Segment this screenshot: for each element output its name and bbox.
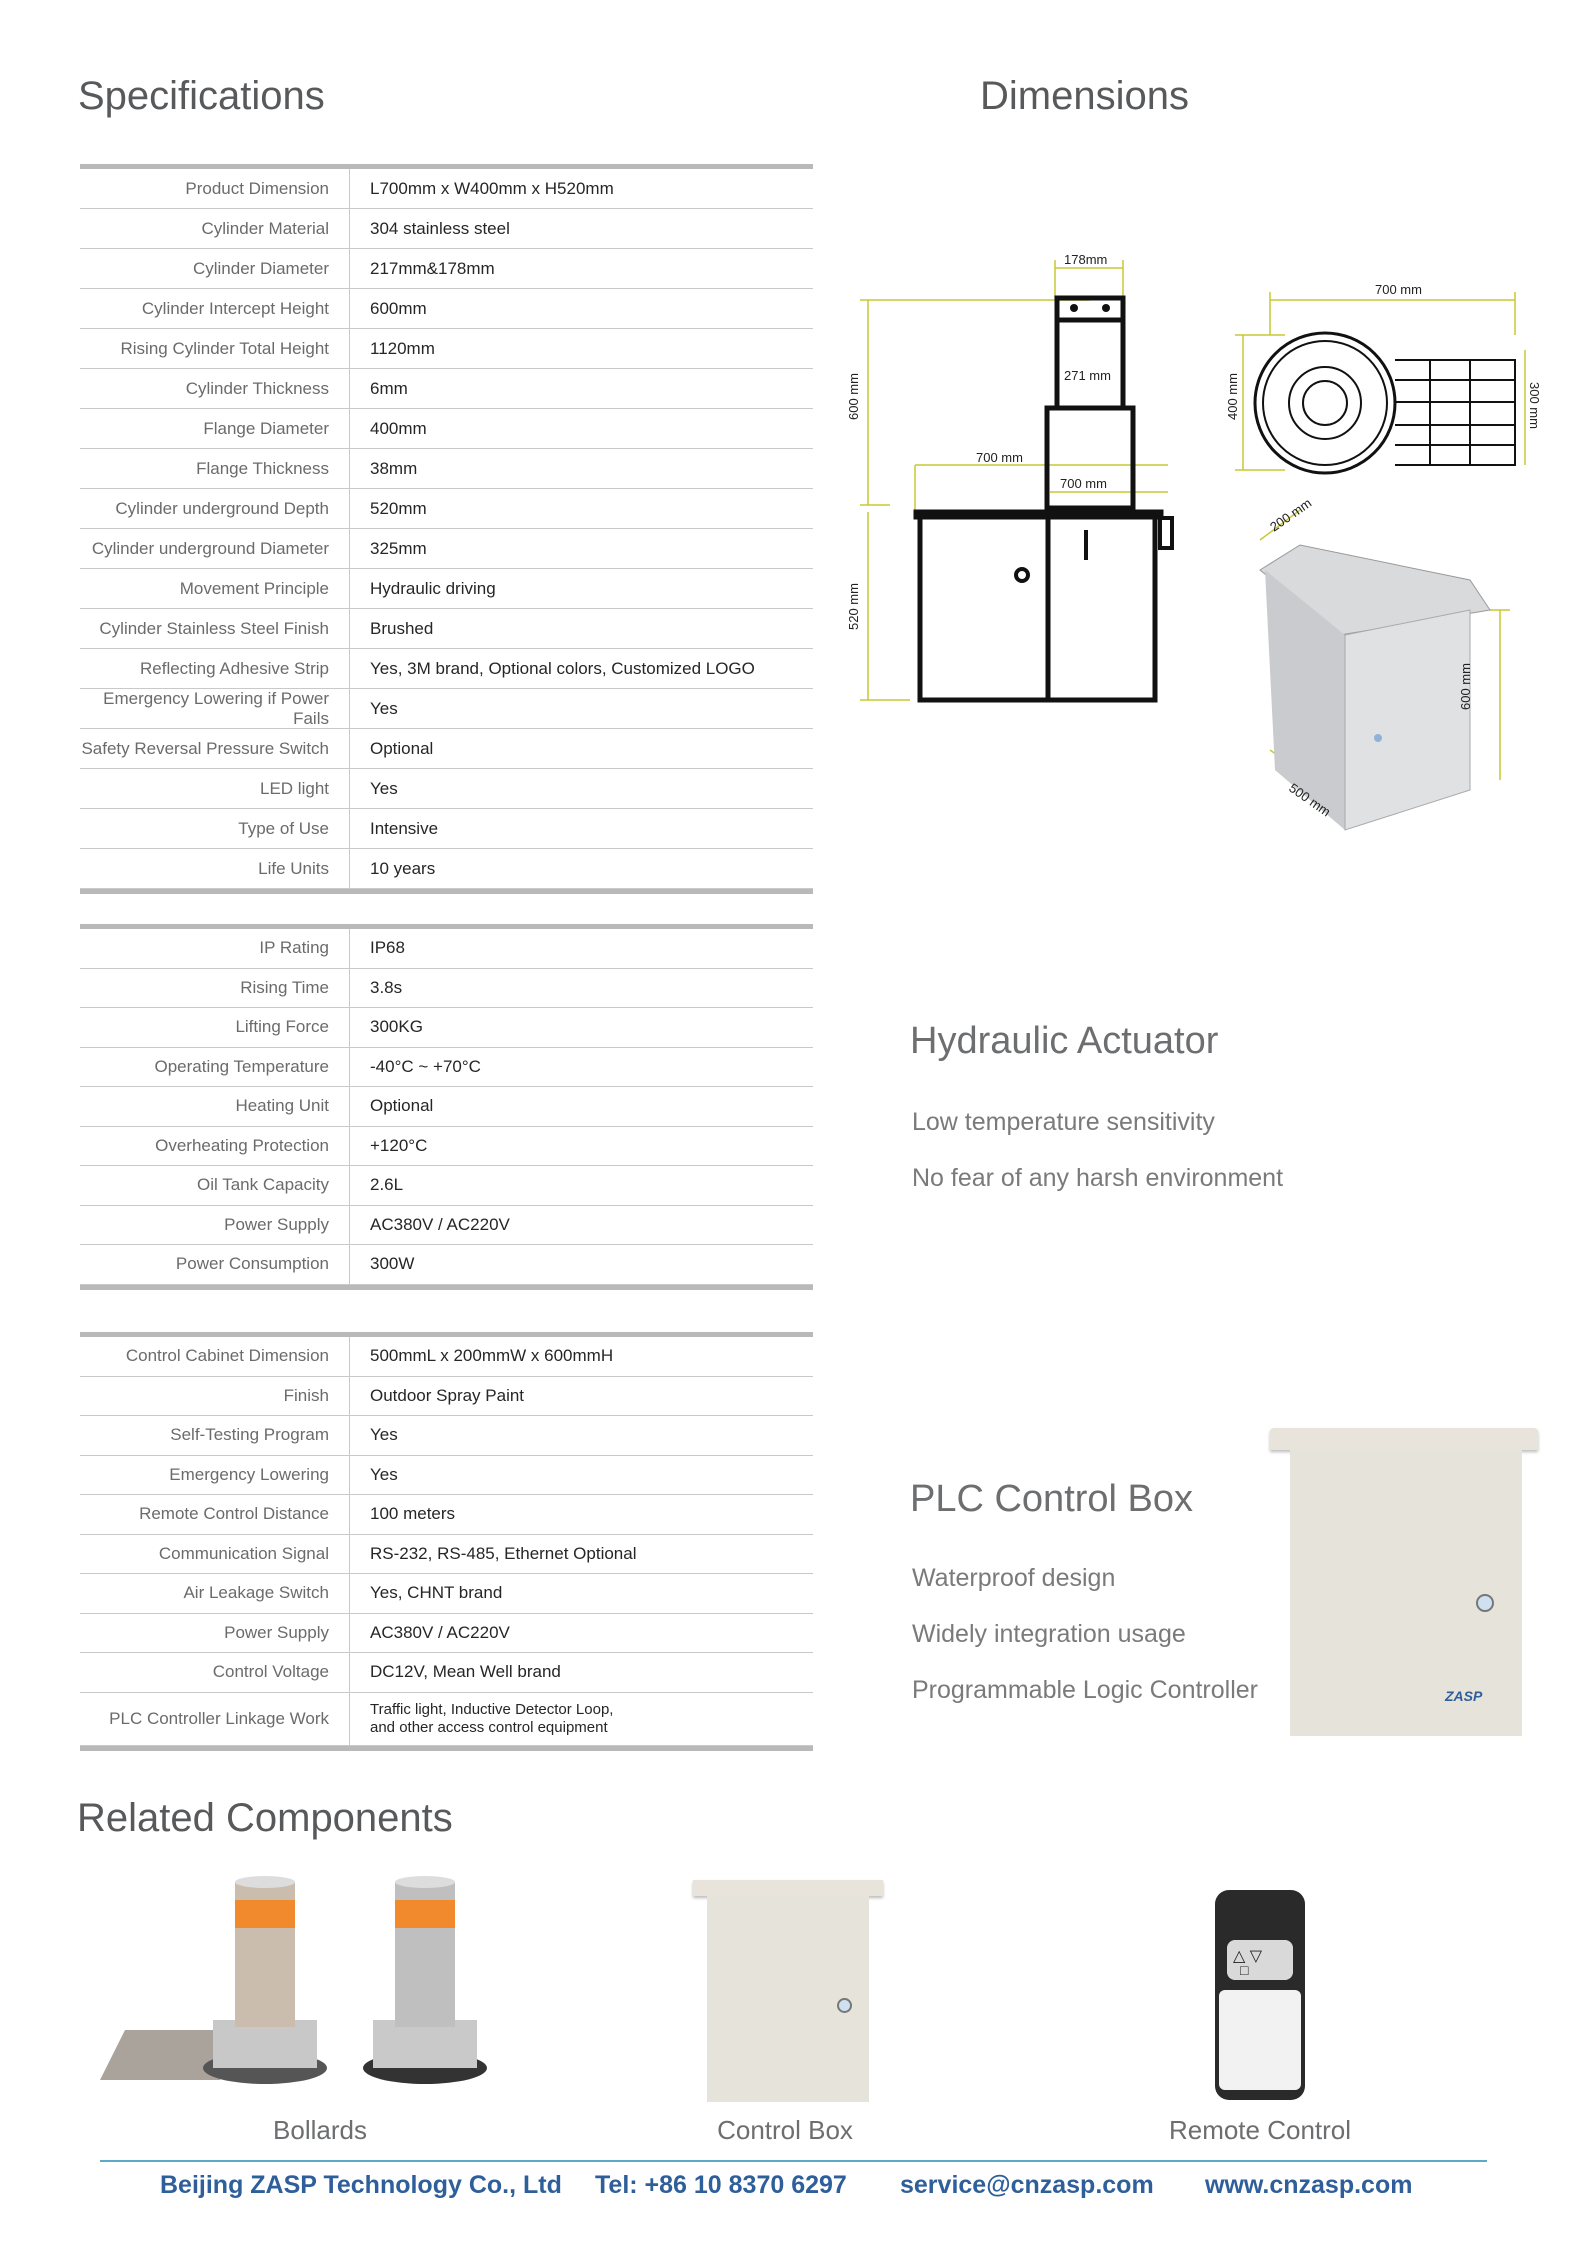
control-box-image [693, 1880, 883, 2102]
spec-value: 600mm [370, 298, 427, 318]
spec-value: 6mm [370, 378, 408, 398]
spec-label: Emergency Lowering [80, 1456, 350, 1495]
spec-row [80, 449, 813, 489]
footer-company: Beijing ZASP Technology Co., Ltd [160, 2171, 562, 2199]
table-bottom-rule [80, 1285, 813, 1290]
spec-row [80, 1166, 813, 1206]
spec-row [80, 1535, 813, 1575]
spec-table-control [80, 1332, 813, 1751]
spec-label: Overheating Protection [80, 1127, 350, 1166]
spec-row [80, 609, 813, 649]
spec-value: 300W [370, 1254, 415, 1274]
spec-label: Self-Testing Program [80, 1416, 350, 1455]
spec-label: Power Consumption [80, 1245, 350, 1284]
dim-box-600: 600 mm [1458, 663, 1473, 710]
remote-control-image [1215, 1890, 1305, 2100]
spec-row [80, 1653, 813, 1693]
spec-row [80, 929, 813, 969]
spec-label: Flange Diameter [80, 409, 350, 448]
remote-control-caption: Remote Control [1168, 2115, 1352, 2145]
spec-label: Product Dimension [80, 169, 350, 208]
spec-row [80, 529, 813, 569]
spec-value: Traffic light, Inductive Detector Loop, and other access control equipment [370, 1700, 614, 1736]
dim-600: 600 mm [846, 373, 861, 420]
spec-value: Optional [370, 738, 434, 758]
spec-value: Brushed [370, 618, 434, 638]
spec-label: Life Units [80, 849, 350, 888]
spec-value: Yes [370, 1425, 398, 1445]
spec-label: Cylinder Stainless Steel Finish [80, 609, 350, 648]
spec-row [80, 249, 813, 289]
spec-row [80, 1614, 813, 1654]
spec-value: 300KG [370, 1017, 423, 1037]
spec-label: Safety Reversal Pressure Switch [80, 729, 350, 768]
bollard-top-dimension-drawing [1225, 270, 1555, 490]
dim-700b: 700 mm [1060, 476, 1107, 491]
spec-label: Finish [80, 1377, 350, 1416]
plc-control-box-title: PLC Control Box [910, 1478, 1194, 1520]
hydraulic-bullet-2: No fear of any harsh environment [912, 1164, 1284, 1192]
dim-top-400: 400 mm [1225, 373, 1240, 420]
table-bottom-rule [80, 889, 813, 894]
spec-row [80, 1416, 813, 1456]
spec-label: Emergency Lowering if Power Fails [80, 689, 350, 728]
spec-row [80, 409, 813, 449]
spec-value: 400mm [370, 418, 427, 438]
spec-row [80, 849, 813, 889]
spec-row [80, 169, 813, 209]
spec-label: Cylinder underground Diameter [80, 529, 350, 568]
footer-divider [100, 2160, 1487, 2162]
spec-value: Yes [370, 1464, 398, 1484]
dim-top-300: 300 mm [1527, 382, 1542, 429]
dim-178: 178mm [1064, 252, 1108, 267]
spec-row [80, 809, 813, 849]
spec-label: Power Supply [80, 1206, 350, 1245]
related-components-heading: Related Components [77, 1796, 453, 1840]
spec-label: Cylinder underground Depth [80, 489, 350, 528]
spec-label: Rising Time [80, 969, 350, 1008]
spec-row [80, 1206, 813, 1246]
footer-email[interactable]: service@cnzasp.com [900, 2171, 1154, 2199]
spec-label: Power Supply [80, 1614, 350, 1653]
spec-row [80, 1377, 813, 1417]
spec-value: RS-232, RS-485, Ethernet Optional [370, 1543, 637, 1563]
specifications-heading: Specifications [78, 74, 325, 118]
spec-value: -40°C ~ +70°C [370, 1056, 481, 1076]
spec-value: 100 meters [370, 1504, 456, 1524]
spec-label: Oil Tank Capacity [80, 1166, 350, 1205]
spec-value: 2.6L [370, 1175, 404, 1195]
spec-row [80, 369, 813, 409]
spec-value: 10 years [370, 858, 436, 878]
spec-row [80, 1008, 813, 1048]
spec-row [80, 729, 813, 769]
spec-label: PLC Controller Linkage Work [80, 1693, 350, 1746]
hydraulic-actuator-title: Hydraulic Actuator [910, 1020, 1219, 1062]
dimensions-heading: Dimensions [980, 74, 1189, 118]
spec-value: Yes [370, 698, 398, 718]
spec-value: Yes [370, 778, 398, 798]
spec-row [80, 769, 813, 809]
spec-row [80, 289, 813, 329]
spec-row [80, 569, 813, 609]
stop-square-icon: □ [1240, 1962, 1249, 1978]
spec-label: Air Leakage Switch [80, 1574, 350, 1613]
bollard-front-dimension-drawing [846, 250, 1180, 720]
spec-value: 1120mm [370, 338, 435, 358]
spec-row [80, 489, 813, 529]
lock-icon [1476, 1594, 1494, 1612]
spec-label: Heating Unit [80, 1087, 350, 1126]
lock-icon [837, 1998, 852, 2013]
up-arrow-icon: △ ▽ [1233, 1948, 1263, 1965]
spec-label: Lifting Force [80, 1008, 350, 1047]
spec-row [80, 1245, 813, 1285]
spec-row [80, 1574, 813, 1614]
spec-label: Control Cabinet Dimension [80, 1337, 350, 1376]
spec-label: Communication Signal [80, 1535, 350, 1574]
plc-box-image [1270, 1428, 1538, 1736]
zasp-logo: ZASP [1445, 1688, 1483, 1704]
spec-label: Remote Control Distance [80, 1495, 350, 1534]
dim-box-200: 200 mm [1267, 495, 1315, 535]
hydraulic-bullet-1: Low temperature sensitivity [912, 1108, 1215, 1136]
spec-row [80, 1337, 813, 1377]
spec-value: Intensive [370, 818, 439, 838]
spec-label: IP Rating [80, 929, 350, 968]
spec-row [80, 329, 813, 369]
plc-bullet-3: Programmable Logic Controller [912, 1676, 1258, 1704]
spec-value: IP68 [370, 938, 405, 958]
spec-row [80, 689, 813, 729]
spec-table-general [80, 164, 813, 894]
control-box-caption: Control Box [717, 2115, 853, 2145]
spec-value: 304 stainless steel [370, 218, 510, 238]
spec-value: AC380V / AC220V [370, 1622, 510, 1642]
dim-top-700: 700 mm [1375, 282, 1422, 297]
spec-label: Reflecting Adhesive Strip [80, 649, 350, 688]
bollards-caption: Bollards [273, 2115, 367, 2145]
spec-label: LED light [80, 769, 350, 808]
spec-label: Cylinder Thickness [80, 369, 350, 408]
spec-value: Optional [370, 1096, 434, 1116]
spec-label: Type of Use [80, 809, 350, 848]
spec-value: 3.8s [370, 977, 403, 997]
spec-value: +120°C [370, 1135, 428, 1155]
dim-box-500: 500 mm [1286, 780, 1334, 820]
spec-value: AC380V / AC220V [370, 1214, 510, 1234]
spec-label: Cylinder Material [80, 209, 350, 248]
dim-700a: 700 mm [976, 450, 1023, 465]
table-bottom-rule [80, 1746, 813, 1751]
spec-row [80, 1693, 813, 1747]
spec-label: Cylinder Diameter [80, 249, 350, 288]
footer-website[interactable]: www.cnzasp.com [1205, 2171, 1413, 2199]
spec-row [80, 1048, 813, 1088]
plc-bullet-1: Waterproof design [912, 1564, 1116, 1592]
spec-row [80, 1127, 813, 1167]
spec-table-hydraulic [80, 924, 813, 1290]
spec-row [80, 1495, 813, 1535]
dim-271: 271 mm [1064, 368, 1111, 383]
spec-value: Hydraulic driving [370, 578, 496, 598]
spec-label: Flange Thickness [80, 449, 350, 488]
spec-row [80, 649, 813, 689]
spec-value: DC12V, Mean Well brand [370, 1662, 561, 1682]
spec-value: Yes, CHNT brand [370, 1583, 503, 1603]
spec-row [80, 1456, 813, 1496]
spec-row [80, 209, 813, 249]
spec-value: 520mm [370, 498, 427, 518]
spec-value: 325mm [370, 538, 427, 558]
spec-label: Cylinder Intercept Height [80, 289, 350, 328]
spec-label: Operating Temperature [80, 1048, 350, 1087]
spec-value: 500mmL x 200mmW x 600mmH [370, 1346, 614, 1366]
bollards-image [95, 1870, 495, 2110]
spec-label: Movement Principle [80, 569, 350, 608]
plc-bullet-2: Widely integration usage [912, 1620, 1186, 1648]
footer-tel[interactable]: Tel: +86 10 8370 6297 [595, 2171, 847, 2199]
spec-value: Yes, 3M brand, Optional colors, Customized LOGO [370, 658, 755, 678]
spec-label: Rising Cylinder Total Height [80, 329, 350, 368]
dim-520: 520 mm [846, 583, 861, 630]
spec-label: Control Voltage [80, 1653, 350, 1692]
spec-row [80, 1087, 813, 1127]
spec-value: L700mm x W400mm x H520mm [370, 178, 614, 198]
spec-value: 38mm [370, 458, 418, 478]
spec-value: Outdoor Spray Paint [370, 1385, 525, 1405]
cabinet-dimension-drawing [1240, 495, 1540, 830]
spec-value: 217mm&178mm [370, 258, 495, 278]
spec-row [80, 969, 813, 1009]
